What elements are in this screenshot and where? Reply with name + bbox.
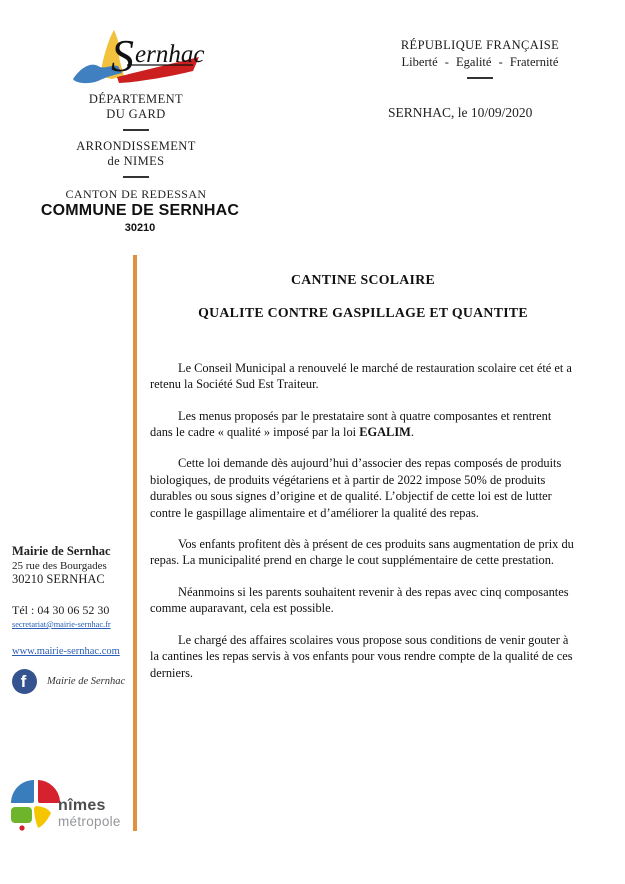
facebook-icon[interactable]: f: [12, 669, 37, 694]
date-line: SERNHAC, le 10/09/2020: [388, 105, 533, 120]
metro-green-quadrant: [11, 807, 32, 823]
paragraph: Le chargé des affaires scolaires vous propose sous conditions de venir gouter à la cantines les repas servis à vos enfants pour vous rendre compte de la qualité de ces derniers.: [150, 632, 573, 680]
letter-title: CANTINE SCOLAIRE: [291, 272, 435, 287]
department-label-line2: DU GARD: [106, 107, 166, 121]
address-line1: 25 rue des Bourgades: [12, 560, 107, 572]
commune-title-block: [22, 202, 258, 234]
arrondissement-label-line2: de NIMES: [107, 154, 165, 168]
metro-yellow-petal: [34, 806, 51, 828]
department-label-line1: DÉPARTEMENT: [88, 92, 184, 106]
phone-label: Tél : 04 30 06 52 30: [12, 603, 110, 617]
metro-red-dot: [19, 825, 24, 830]
contact-sidebar: [12, 544, 130, 694]
vertical-accent-line: [133, 255, 137, 831]
paragraph: Cette loi demande dès aujourd’hui d’associer des repas composés de produits biologiques, de produits végétariens et à partir de 2022 impose 50% de produits durables ou sous signes d’origine et de qualité. L’objectif de cette loi est de lutter contre le gaspillage alimentaire et d’améliorer la qualité des repas.: [150, 456, 562, 520]
paragraph-text: Les menus proposés par le prestataire sont à quatre composantes et rentrent dans le cadre « qualité » imposé par la loi: [150, 408, 552, 440]
paragraph: Vos enfants profitent dès à présent de ces produits sans augmentation de prix du repas. La municipalité prend en charge le cout supplémentaire de cette prestation.: [150, 537, 574, 568]
facebook-row: [12, 669, 130, 694]
facebook-page-label: Mairie de Sernhac: [47, 676, 126, 687]
paragraph-text: .: [410, 425, 414, 440]
republique-title: RÉPUBLIQUE FRANÇAISE: [400, 38, 560, 52]
sernhac-logo-icon: [67, 24, 205, 88]
letter-body: [150, 272, 576, 696]
metropole-name-line2: métropole: [58, 813, 121, 829]
republique-motto: Liberté - Egalité - Fraternité: [401, 55, 559, 69]
paragraph: Le Conseil Municipal a renouvelé le marché de restauration scolaire cet été et a retenu la Société Sud Est Traiteur.: [150, 360, 572, 392]
metropole-name-line1: nîmes: [58, 796, 106, 814]
letter-paragraphs: [150, 360, 576, 681]
logo-name: ernhac: [135, 41, 205, 68]
header-divider: [467, 77, 493, 79]
paragraph: [150, 408, 576, 441]
metro-blue-quadrant: [11, 780, 34, 803]
header-divider: [123, 129, 149, 131]
email-link[interactable]: secretariat@mairie-sernhac.fr: [12, 620, 111, 629]
nimes-metropole-icon: [8, 776, 64, 834]
website-link[interactable]: www.mairie-sernhac.com: [12, 646, 120, 657]
paragraph: Néanmoins si les parents souhaitent revenir à des repas avec cinq composantes comme auparavant, cela est possible.: [150, 584, 569, 616]
logo-initial: S: [111, 30, 134, 81]
commune-header: [38, 24, 234, 202]
metro-red-quadrant: [38, 780, 60, 803]
address-line2: 30210 SERNHAC: [12, 572, 105, 586]
canton-label: CANTON DE REDESSAN: [65, 187, 207, 201]
commune-title: COMMUNE DE SERNHAC: [40, 202, 240, 219]
egalim-bold-text: EGALIM: [359, 425, 411, 440]
nimes-metropole-logo: [8, 776, 121, 834]
mairie-name: Mairie de Sernhac: [12, 544, 111, 558]
arrondissement-label-line1: ARRONDISSEMENT: [76, 139, 196, 153]
republique-header: [352, 38, 608, 87]
metropole-name: [58, 798, 121, 829]
header-divider: [123, 176, 149, 178]
letter-subtitle: QUALITE CONTRE GASPILLAGE ET QUANTITE: [198, 305, 528, 321]
postal-code: 30210: [124, 222, 156, 234]
